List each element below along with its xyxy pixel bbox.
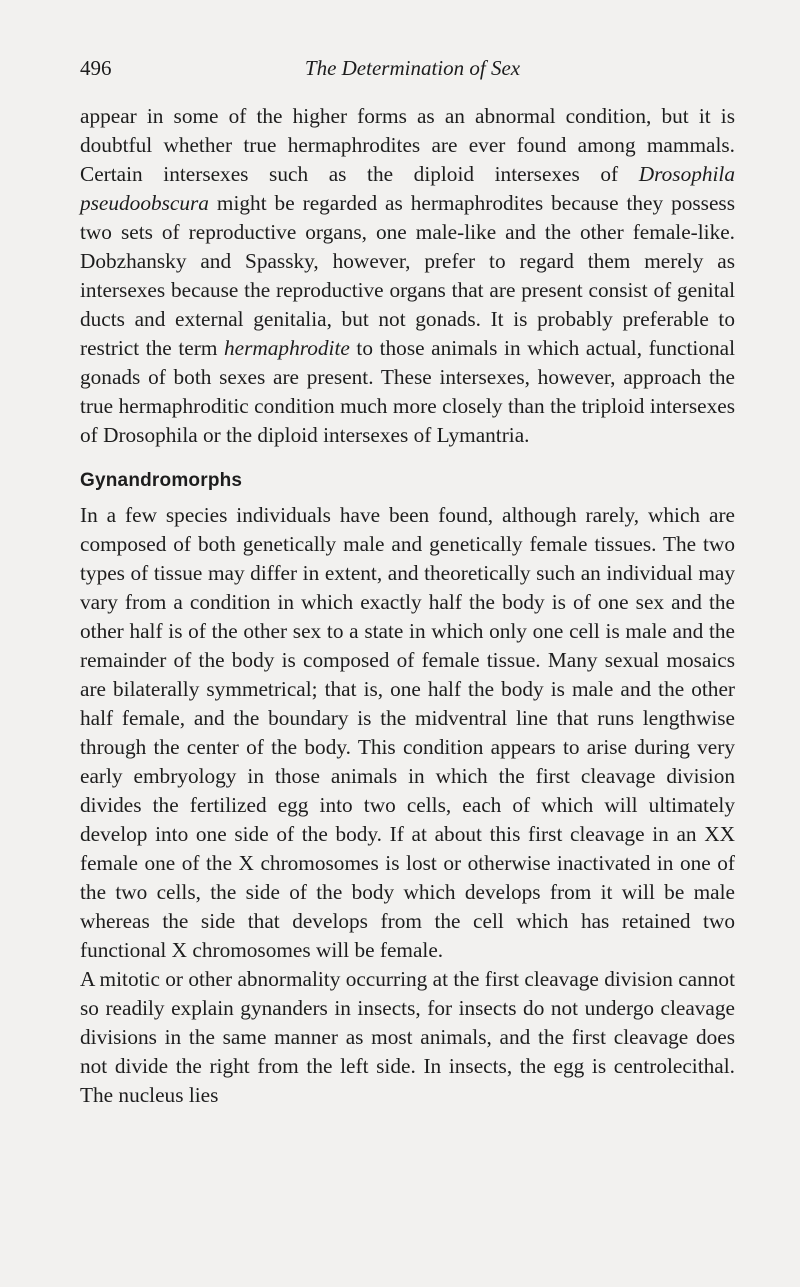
paragraph-insects: A mitotic or other abnormality occurring at the first cleavage division cannot so readily explain gynanders in insects, for insects do not undergo cleavage divisions in the same manner as most animals, and the first cleavage does not divide the right from the left side. In insects, the egg is centrolecithal. The nucleus lies: [80, 967, 735, 1107]
paragraph-text: appear in some of the higher forms as an abnormal condition, but it is doubtful whether true hermaphrodites are ever found among mammals. Certain intersexes such as the diploid intersexes of: [80, 104, 735, 186]
paragraph-hermaphrodites: [80, 102, 735, 450]
page-number: 496: [80, 56, 112, 80]
running-head: [80, 56, 735, 92]
section-heading: Gynandromorphs: [80, 470, 243, 491]
paragraph-text: might be regarded as hermaphrodites because they possess two sets of reproductive organs, one male-like and the other female-like. Dobzhansky and Spassky, however, prefer to regard them merely as intersexes because the reproductive organs that are present consist of genital ducts and external genitalia, but not gonads. It is probably preferable to restrict the term: [80, 191, 735, 360]
term-hermaphrodite: hermaphrodite: [224, 336, 350, 360]
running-title: The Determination of Sex: [304, 56, 521, 80]
paragraph-gynandromorphs: In a few species individuals have been found, although rarely, which are composed of both genetically male and genetically female tissues. The two types of tissue may differ in extent, and theoretically such an individual may vary from a condition in which exactly half the body is of one sex and the other half is of the other sex to a state in which only one cell is male and the remainder of the body is composed of female tissue. Many sexual mosaics are bilaterally symmetrical; that is, one half the body is male and the other half female, and the boundary is the midventral line that runs lengthwise through the center of the body. This condition appears to arise during very early embryology in those animals in which the first cleavage division divides the fertilized egg into two cells, each of which will ultimately develop into one side of the body. If at about this first cleavage in an XX female one of the X chromosomes is lost or otherwise inactivated in one of the two cells, the side of the body which develops from it will be male whereas the side that develops from the cell which has retained two functional X chromosomes will be female.: [80, 503, 735, 962]
paragraph-text: to those animals in which actual, functional gonads of both sexes are present. These intersexes, however, approach the true hermaphroditic condition much more closely than the triploid intersexes of Drosophila or the diploid intersexes of Lymantria.: [80, 336, 735, 447]
body-text: [80, 102, 735, 1110]
book-page: [80, 56, 735, 1110]
species-name: Drosophila pseudoobscura: [80, 162, 735, 215]
